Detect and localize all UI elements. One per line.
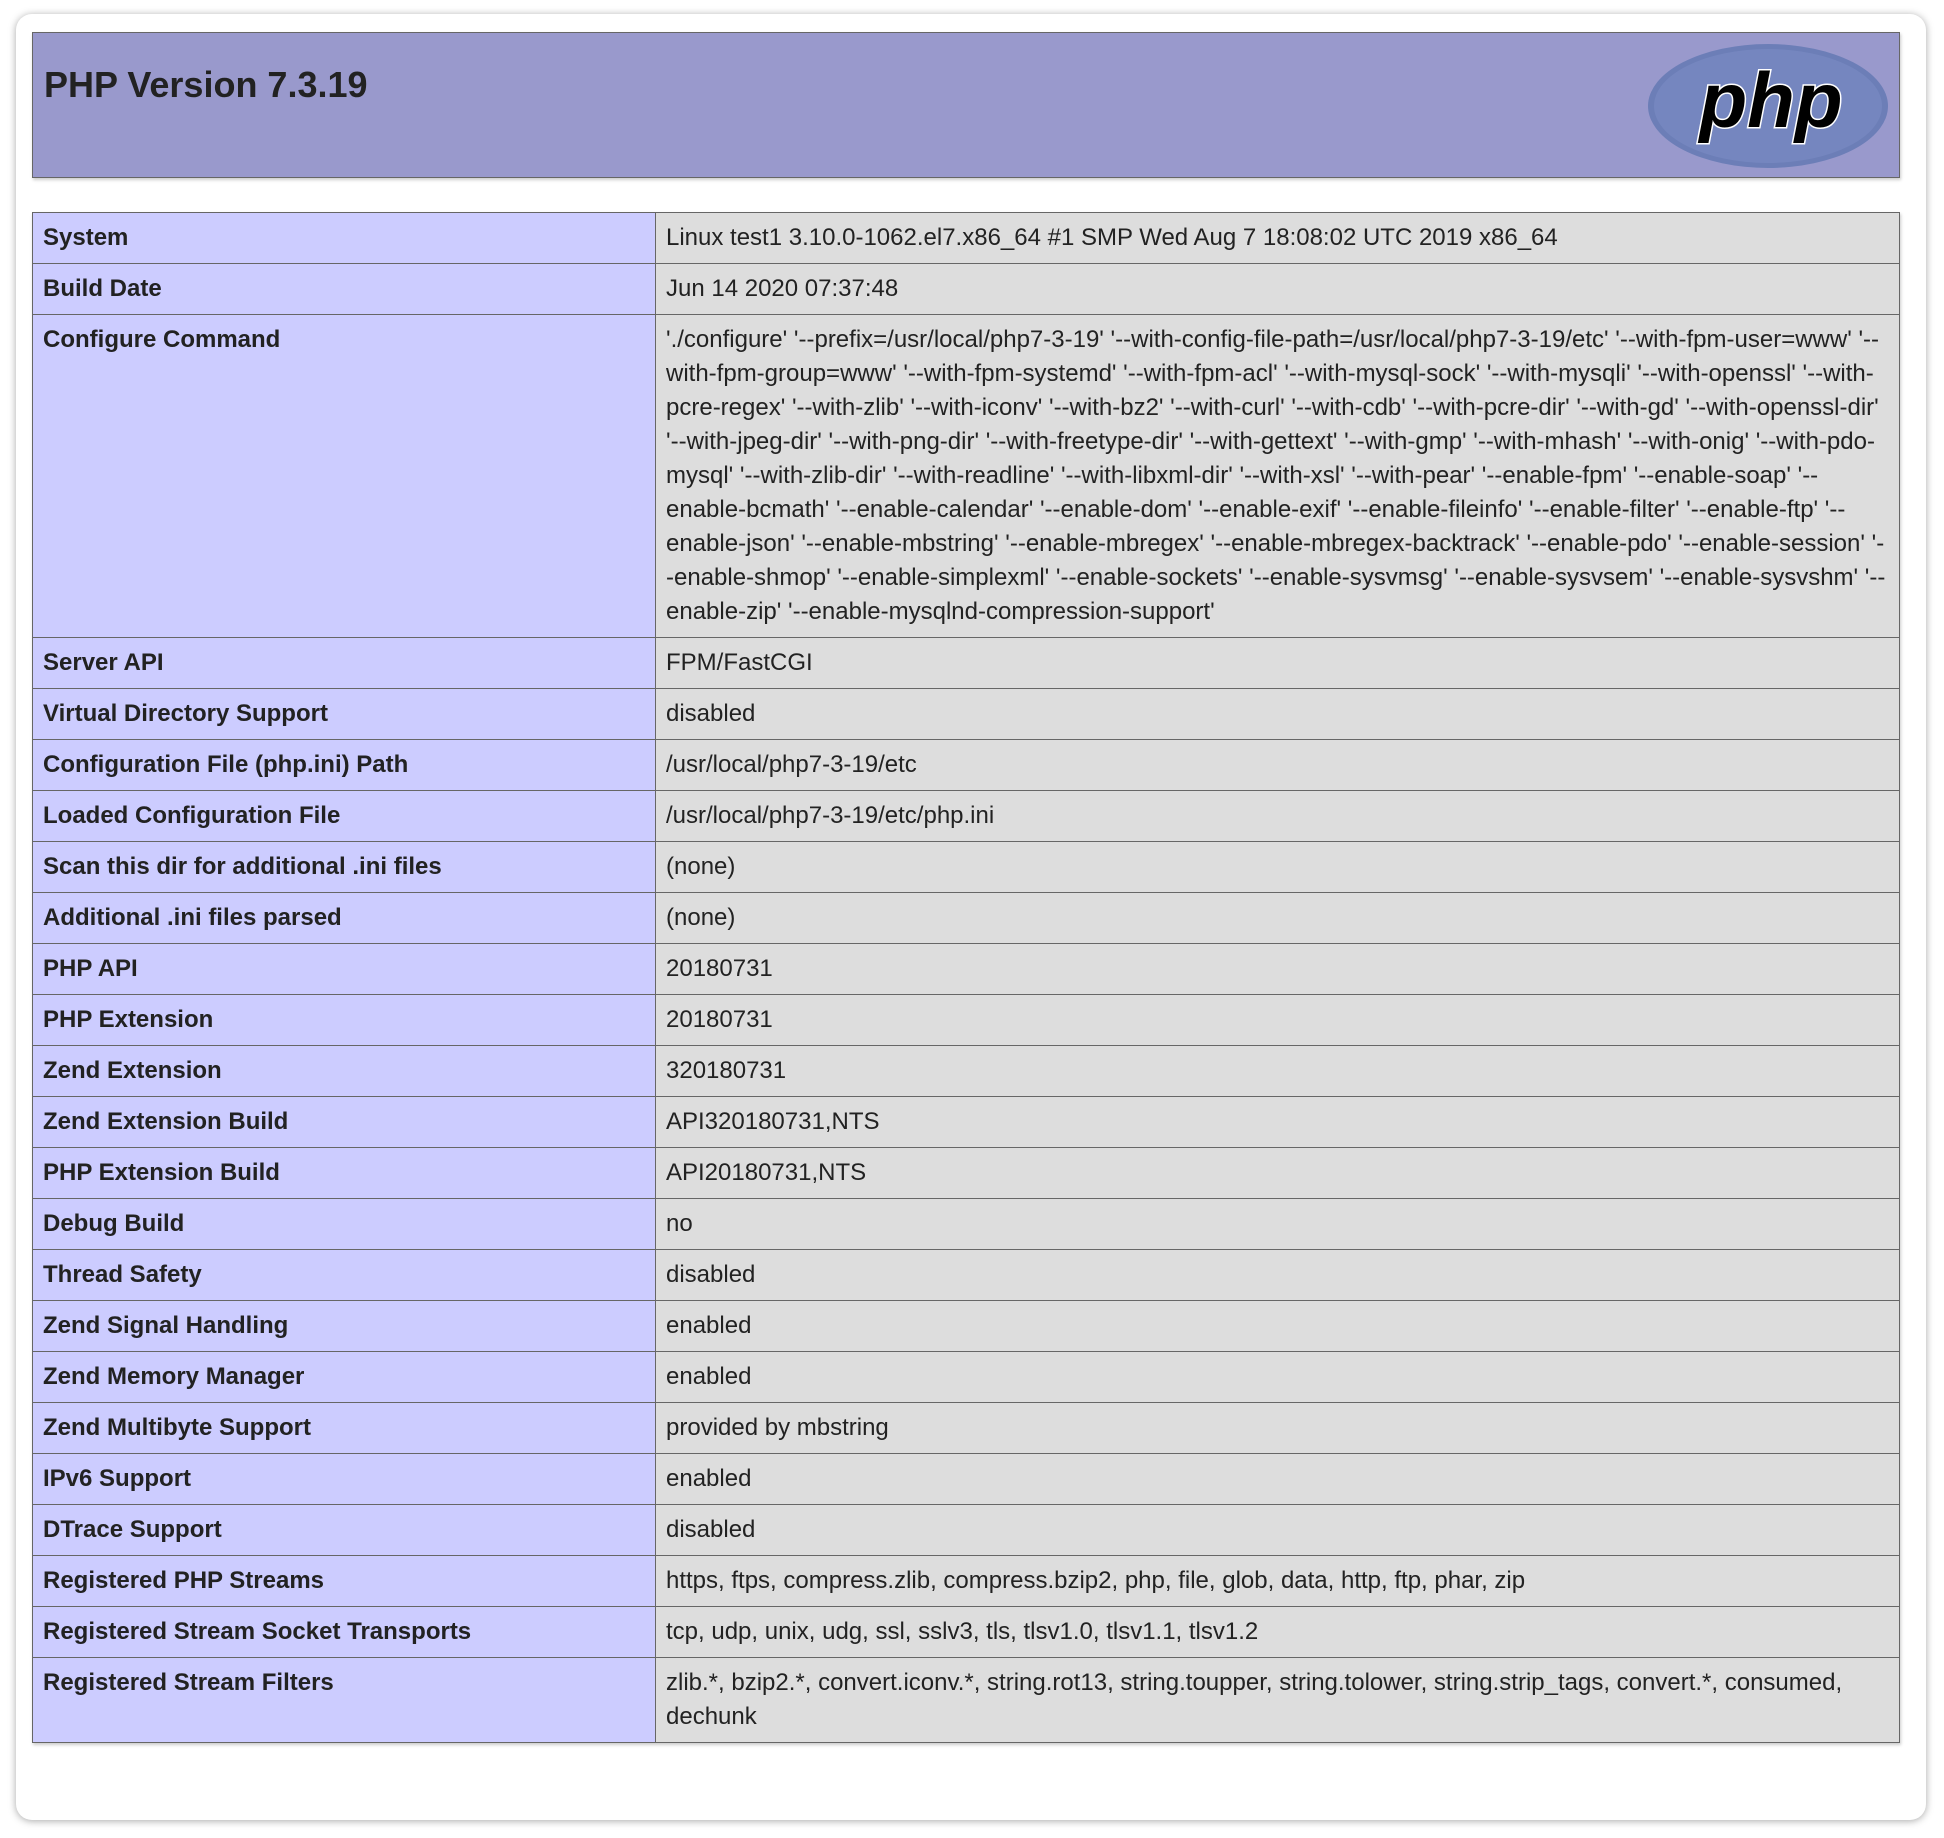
row-value: provided by mbstring — [656, 1403, 1900, 1454]
row-key: DTrace Support — [33, 1505, 656, 1556]
info-table — [32, 212, 1900, 1743]
table-row — [33, 315, 1900, 638]
table-row — [33, 1250, 1900, 1301]
table-row — [33, 1556, 1900, 1607]
page-title: PHP Version 7.3.19 — [44, 64, 368, 105]
row-value: (none) — [656, 842, 1900, 893]
table-row — [33, 1148, 1900, 1199]
row-key: Debug Build — [33, 1199, 656, 1250]
row-key: Build Date — [33, 264, 656, 315]
row-value: API20180731,NTS — [656, 1148, 1900, 1199]
row-key: Zend Signal Handling — [33, 1301, 656, 1352]
row-key: Registered PHP Streams — [33, 1556, 656, 1607]
row-key: Configuration File (php.ini) Path — [33, 740, 656, 791]
row-value: /usr/local/php7-3-19/etc — [656, 740, 1900, 791]
table-row — [33, 1046, 1900, 1097]
row-key: Registered Stream Socket Transports — [33, 1607, 656, 1658]
table-row — [33, 740, 1900, 791]
row-value: no — [656, 1199, 1900, 1250]
table-row — [33, 213, 1900, 264]
row-value: API320180731,NTS — [656, 1097, 1900, 1148]
row-value: 20180731 — [656, 944, 1900, 995]
row-value: /usr/local/php7-3-19/etc/php.ini — [656, 791, 1900, 842]
row-value: disabled — [656, 1505, 1900, 1556]
info-table-body — [33, 213, 1900, 1743]
table-row — [33, 893, 1900, 944]
row-value: disabled — [656, 1250, 1900, 1301]
row-key: Loaded Configuration File — [33, 791, 656, 842]
row-key: Registered Stream Filters — [33, 1658, 656, 1743]
table-row — [33, 944, 1900, 995]
table-row — [33, 791, 1900, 842]
row-key: PHP API — [33, 944, 656, 995]
table-row — [33, 1352, 1900, 1403]
row-value: enabled — [656, 1352, 1900, 1403]
table-row — [33, 1097, 1900, 1148]
row-key: PHP Extension Build — [33, 1148, 656, 1199]
table-row — [33, 1301, 1900, 1352]
row-value: enabled — [656, 1301, 1900, 1352]
table-row — [33, 1505, 1900, 1556]
row-key: Zend Extension Build — [33, 1097, 656, 1148]
php-logo-text: php — [1699, 56, 1843, 144]
table-row — [33, 995, 1900, 1046]
table-row — [33, 638, 1900, 689]
table-row — [33, 1403, 1900, 1454]
table-row — [33, 264, 1900, 315]
row-key: Configure Command — [33, 315, 656, 638]
table-row — [33, 1199, 1900, 1250]
row-value: https, ftps, compress.zlib, compress.bzip2, php, file, glob, data, http, ftp, phar, zip — [656, 1556, 1900, 1607]
row-key: IPv6 Support — [33, 1454, 656, 1505]
php-logo-icon[interactable] — [1647, 43, 1889, 169]
row-key: System — [33, 213, 656, 264]
row-value: 320180731 — [656, 1046, 1900, 1097]
row-value: enabled — [656, 1454, 1900, 1505]
row-key: Virtual Directory Support — [33, 689, 656, 740]
version-header — [32, 32, 1900, 178]
row-value: tcp, udp, unix, udg, ssl, sslv3, tls, tlsv1.0, tlsv1.1, tlsv1.2 — [656, 1607, 1900, 1658]
row-value: zlib.*, bzip2.*, convert.iconv.*, string.rot13, string.toupper, string.tolower, string.strip_tags, convert.*, consumed, dechunk — [656, 1658, 1900, 1743]
row-key: Additional .ini files parsed — [33, 893, 656, 944]
row-value: 20180731 — [656, 995, 1900, 1046]
row-value: (none) — [656, 893, 1900, 944]
row-value: Linux test1 3.10.0-1062.el7.x86_64 #1 SMP Wed Aug 7 18:08:02 UTC 2019 x86_64 — [656, 213, 1900, 264]
table-row — [33, 1658, 1900, 1743]
table-row — [33, 689, 1900, 740]
row-key: Zend Extension — [33, 1046, 656, 1097]
table-row — [33, 842, 1900, 893]
row-value: './configure' '--prefix=/usr/local/php7-3-19' '--with-config-file-path=/usr/local/php7-3-19/etc' '--with-fpm-user=www' '--with-fpm-group=www' '--with-fpm-systemd' '--with-fpm-acl' '--with-mysql-sock' '--with-mysqli' '--with-openssl' '--with-pcre-regex' '--with-zlib' '--with-iconv' '--with-bz2' '--with-curl' '--with-cdb' '--with-pcre-dir' '--with-gd' '--with-openssl-dir' '--with-jpeg-dir' '--with-png-dir' '--with-freetype-dir' '--with-gettext' '--with-gmp' '--with-mhash' '--with-onig' '--with-pdo-mysql' '--with-zlib-dir' '--with-readline' '--with-libxml-dir' '--with-xsl' '--with-pear' '--enable-fpm' '--enable-soap' '--enable-bcmath' '--enable-calendar' '--enable-dom' '--enable-exif' '--enable-fileinfo' '--enable-filter' '--enable-ftp' '--enable-json' '--enable-mbstring' '--enable-mbregex' '--enable-mbregex-backtrack' '--enable-pdo' '--enable-session' '--enable-shmop' '--enable-simplexml' '--enable-sockets' '--enable-sysvmsg' '--enable-sysvsem' '--enable-sysvshm' '--enable-zip' '--enable-mysqlnd-compression-support' — [656, 315, 1900, 638]
row-key: Thread Safety — [33, 1250, 656, 1301]
row-key: PHP Extension — [33, 995, 656, 1046]
table-row — [33, 1454, 1900, 1505]
row-value: Jun 14 2020 07:37:48 — [656, 264, 1900, 315]
row-value: FPM/FastCGI — [656, 638, 1900, 689]
row-key: Zend Multibyte Support — [33, 1403, 656, 1454]
row-key: Zend Memory Manager — [33, 1352, 656, 1403]
row-key: Server API — [33, 638, 656, 689]
row-value: disabled — [656, 689, 1900, 740]
table-row — [33, 1607, 1900, 1658]
row-key: Scan this dir for additional .ini files — [33, 842, 656, 893]
